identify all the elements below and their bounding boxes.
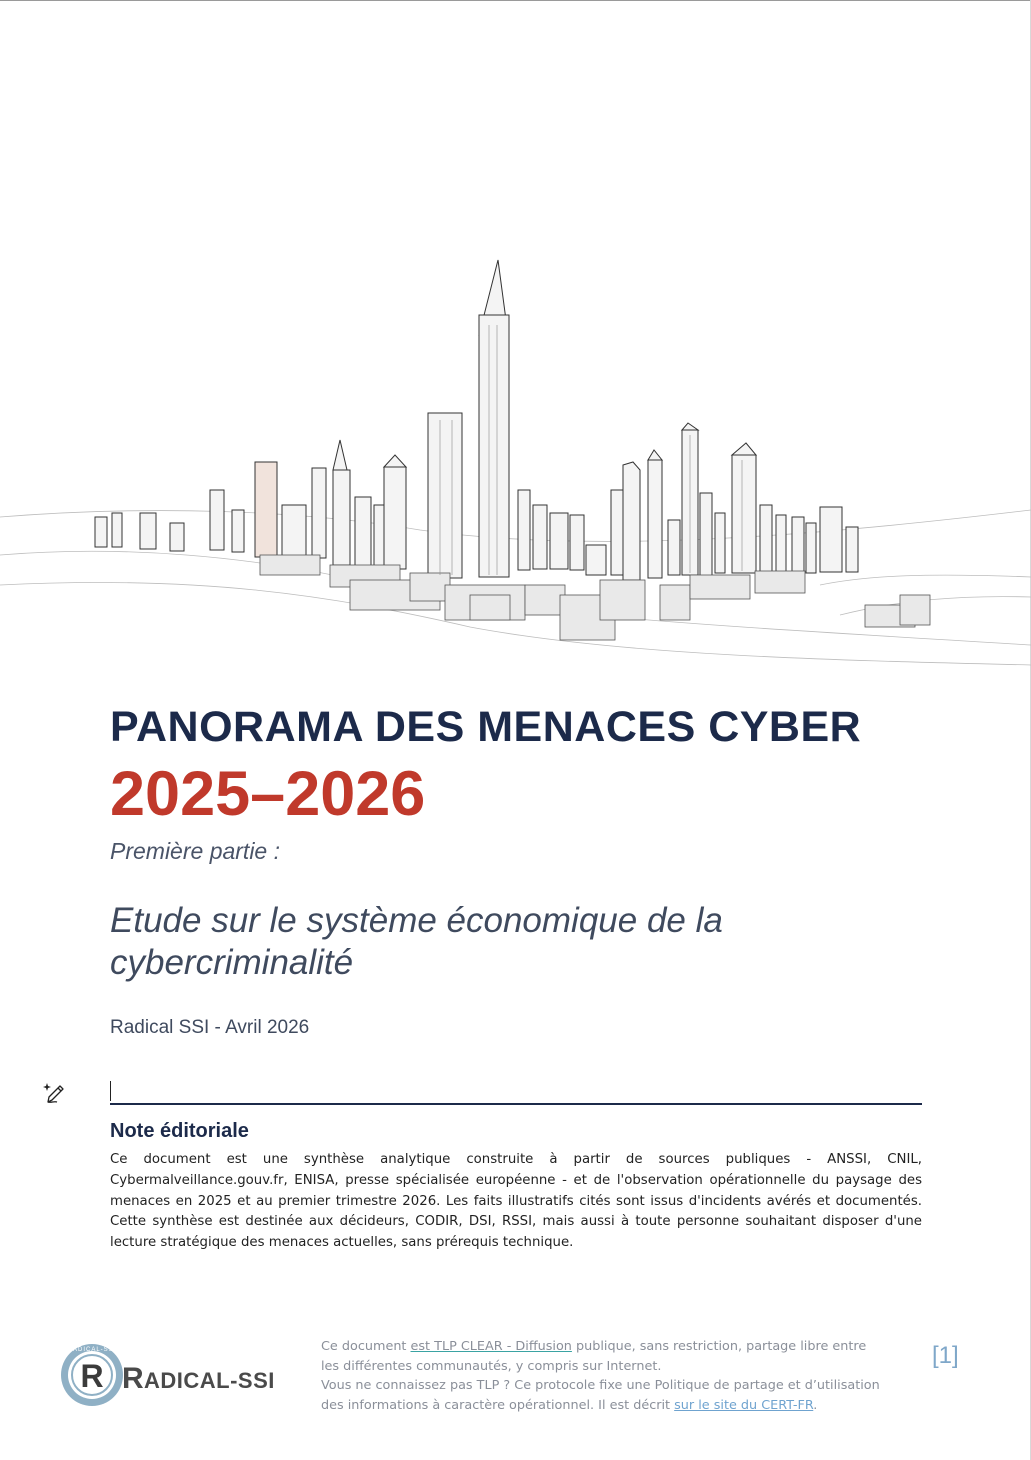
tlp-prefix: Ce document xyxy=(321,1339,411,1354)
text-cursor xyxy=(110,1081,111,1101)
radical-ssi-logo xyxy=(58,1338,298,1412)
city-skyline-illustration xyxy=(0,255,1031,670)
tlp-notice xyxy=(321,1337,881,1415)
byline: Radical SSI - Avril 2026 xyxy=(110,1017,310,1038)
document-subtitle: Etude sur le système économique de la cybercriminalité xyxy=(110,901,723,982)
document-title: PANORAMA DES MENACES CYBER xyxy=(110,703,862,751)
cert-fr-link[interactable]: sur le site du CERT-FR xyxy=(674,1397,814,1413)
svg-text:R: R xyxy=(80,1358,104,1394)
document-year: 2025–2026 xyxy=(110,759,426,829)
ai-pen-icon[interactable] xyxy=(42,1080,68,1106)
tlp-clear-link[interactable]: est TLP CLEAR - Diffusion xyxy=(410,1339,572,1354)
part-label: Première partie : xyxy=(110,838,281,864)
svg-text:RADICAL-SSI: RADICAL-SSI xyxy=(67,1347,117,1353)
tlp-rest: publique, sans restriction, partage libre entre les différentes communautés, y compris sur Internet. xyxy=(321,1339,867,1374)
page-number: [1] xyxy=(932,1342,959,1369)
svg-text:ADICAL-SSI: ADICAL-SSI xyxy=(144,1368,275,1393)
note-body: Ce document est une synthèse analytique construite à partir de sources publiques - ANSSI, CNIL, Cybermalveillance.gouv.fr, ENISA, presse spécialisée européenne - et de l'observation opérationnelle du paysage des menaces en 2025 et au premier trimestre 2026. Les faits illustratifs cités sont issus d'incidents avérés et documentés. Cette synthèse est destinée aux décideurs, CODIR, DSI, RSSI, mais aussi à toute personne souhaitant disposer d'une lecture stratégique des menaces actuelles, sans prérequis technique. xyxy=(110,1152,922,1251)
cert-suffix: . xyxy=(813,1397,818,1413)
page-top-border xyxy=(0,0,1031,1)
tlp-explanation: Vous ne connaissez pas TLP ? Ce protocole fixe une Politique de partage et d’utilisation des informations à caractère opérationnel. Il est décrit xyxy=(321,1378,880,1413)
section-divider xyxy=(110,1103,922,1105)
note-title: Note éditoriale xyxy=(110,1120,249,1142)
svg-text:R: R xyxy=(122,1362,144,1395)
